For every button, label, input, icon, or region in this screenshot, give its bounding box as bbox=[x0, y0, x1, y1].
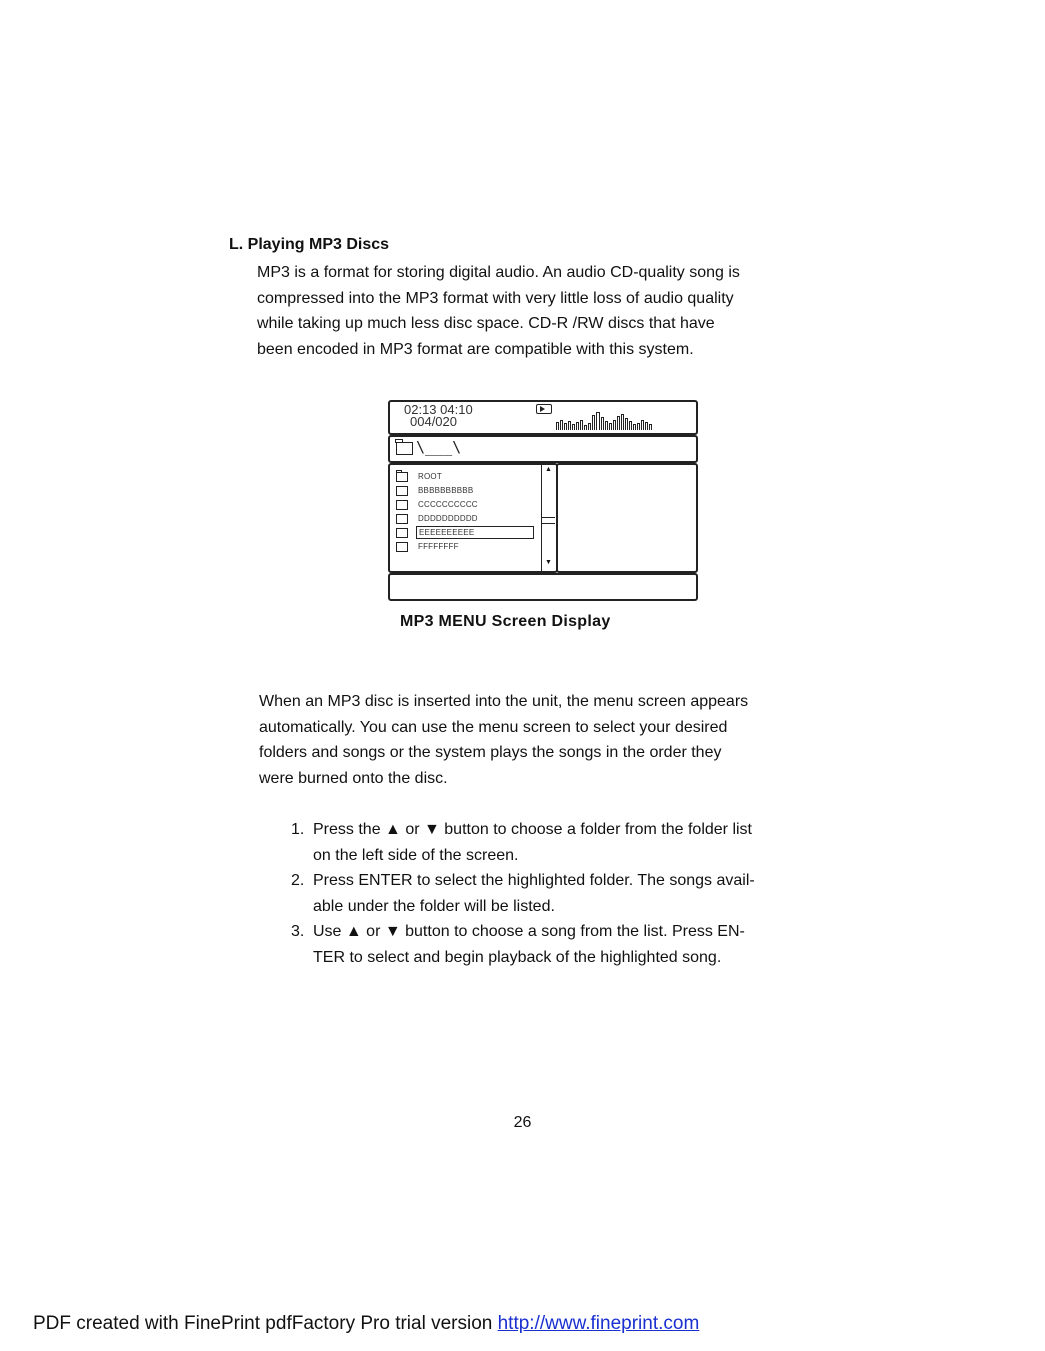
figure-caption: MP3 MENU Screen Display bbox=[400, 613, 611, 630]
mp3-file-icon bbox=[396, 542, 408, 552]
elapsed-total-time: 02:13 04:10 bbox=[404, 402, 473, 417]
scroll-up-icon[interactable]: ▲ bbox=[545, 466, 552, 473]
mp3-file-icon bbox=[396, 514, 408, 524]
step-line: on the left side of the screen. bbox=[313, 846, 519, 864]
step-line: able under the folder will be listed. bbox=[313, 897, 555, 915]
step-line: Use ▲ or ▼ button to choose a song from the list. Press EN- bbox=[313, 923, 745, 940]
step-line: TER to select and begin playback of the highlighted song. bbox=[313, 948, 722, 966]
folder-path: \___\ bbox=[416, 438, 462, 456]
folder-list-panel bbox=[388, 463, 558, 573]
intro-line: compressed into the MP3 format with very little loss of audio quality bbox=[257, 289, 734, 307]
fineprint-link[interactable]: http://www.fineprint.com bbox=[497, 1313, 700, 1334]
step-number: 2. bbox=[291, 872, 305, 889]
step-number: 3. bbox=[291, 923, 305, 940]
page-number: 26 bbox=[513, 1114, 532, 1131]
time-readout bbox=[404, 404, 473, 428]
mp3-file-icon bbox=[396, 528, 408, 538]
list-item-label: CCCCCCCCCC bbox=[418, 500, 478, 509]
body-line: folders and songs or the system plays the songs in the order they bbox=[259, 744, 722, 761]
mp3-menu-screen-diagram bbox=[388, 400, 698, 603]
list-item-label: BBBBBBBBBB bbox=[418, 486, 474, 495]
step-line: Press the ▲ or ▼ button to choose a folder from the folder list bbox=[313, 821, 752, 838]
status-header-box bbox=[388, 400, 698, 435]
section-heading: L. Playing MP3 Discs bbox=[229, 236, 390, 253]
track-counter: 004/020 bbox=[410, 414, 457, 429]
step-line: Press ENTER to select the highlighted folder. The songs avail- bbox=[313, 872, 755, 889]
scroll-down-icon[interactable]: ▼ bbox=[545, 559, 552, 566]
intro-paragraph bbox=[257, 260, 832, 362]
body-line: When an MP3 disc is inserted into the unit, the menu screen appears bbox=[259, 693, 749, 710]
folder-icon bbox=[396, 442, 413, 455]
step-item bbox=[291, 817, 831, 868]
list-item-label: DDDDDDDDDD bbox=[418, 514, 478, 523]
equalizer-bars-icon bbox=[556, 412, 652, 430]
mp3-file-icon bbox=[396, 486, 408, 496]
list-item-label: EEEEEEEEEE bbox=[416, 526, 534, 539]
body-paragraph bbox=[259, 689, 834, 791]
mp3-file-icon bbox=[396, 500, 408, 510]
play-mode-icon bbox=[536, 404, 552, 414]
list-item-label: ROOT bbox=[418, 472, 442, 481]
folder-path-box bbox=[388, 435, 698, 463]
intro-line: MP3 is a format for storing digital audio. An audio CD-quality song is bbox=[257, 264, 740, 281]
status-bar-box bbox=[388, 573, 698, 601]
list-item-label: FFFFFFFF bbox=[418, 542, 459, 551]
intro-line: been encoded in MP3 format are compatible with this system. bbox=[257, 340, 694, 358]
folder-icon bbox=[396, 472, 408, 482]
body-line: automatically. You can use the menu screen to select your desired bbox=[259, 718, 728, 736]
intro-line: while taking up much less disc space. CD-R /RW discs that have bbox=[257, 315, 715, 332]
instruction-steps bbox=[291, 817, 831, 970]
step-number: 1. bbox=[291, 821, 305, 838]
song-list-panel bbox=[556, 463, 698, 573]
list-scrollbar[interactable] bbox=[541, 465, 555, 571]
step-item bbox=[291, 919, 831, 970]
step-item bbox=[291, 868, 831, 919]
pdf-footer bbox=[33, 1313, 699, 1335]
footer-text: PDF created with FinePrint pdfFactory Pro trial version bbox=[33, 1313, 498, 1334]
body-line: were burned onto the disc. bbox=[259, 769, 448, 787]
scrollbar-thumb[interactable] bbox=[542, 517, 555, 524]
